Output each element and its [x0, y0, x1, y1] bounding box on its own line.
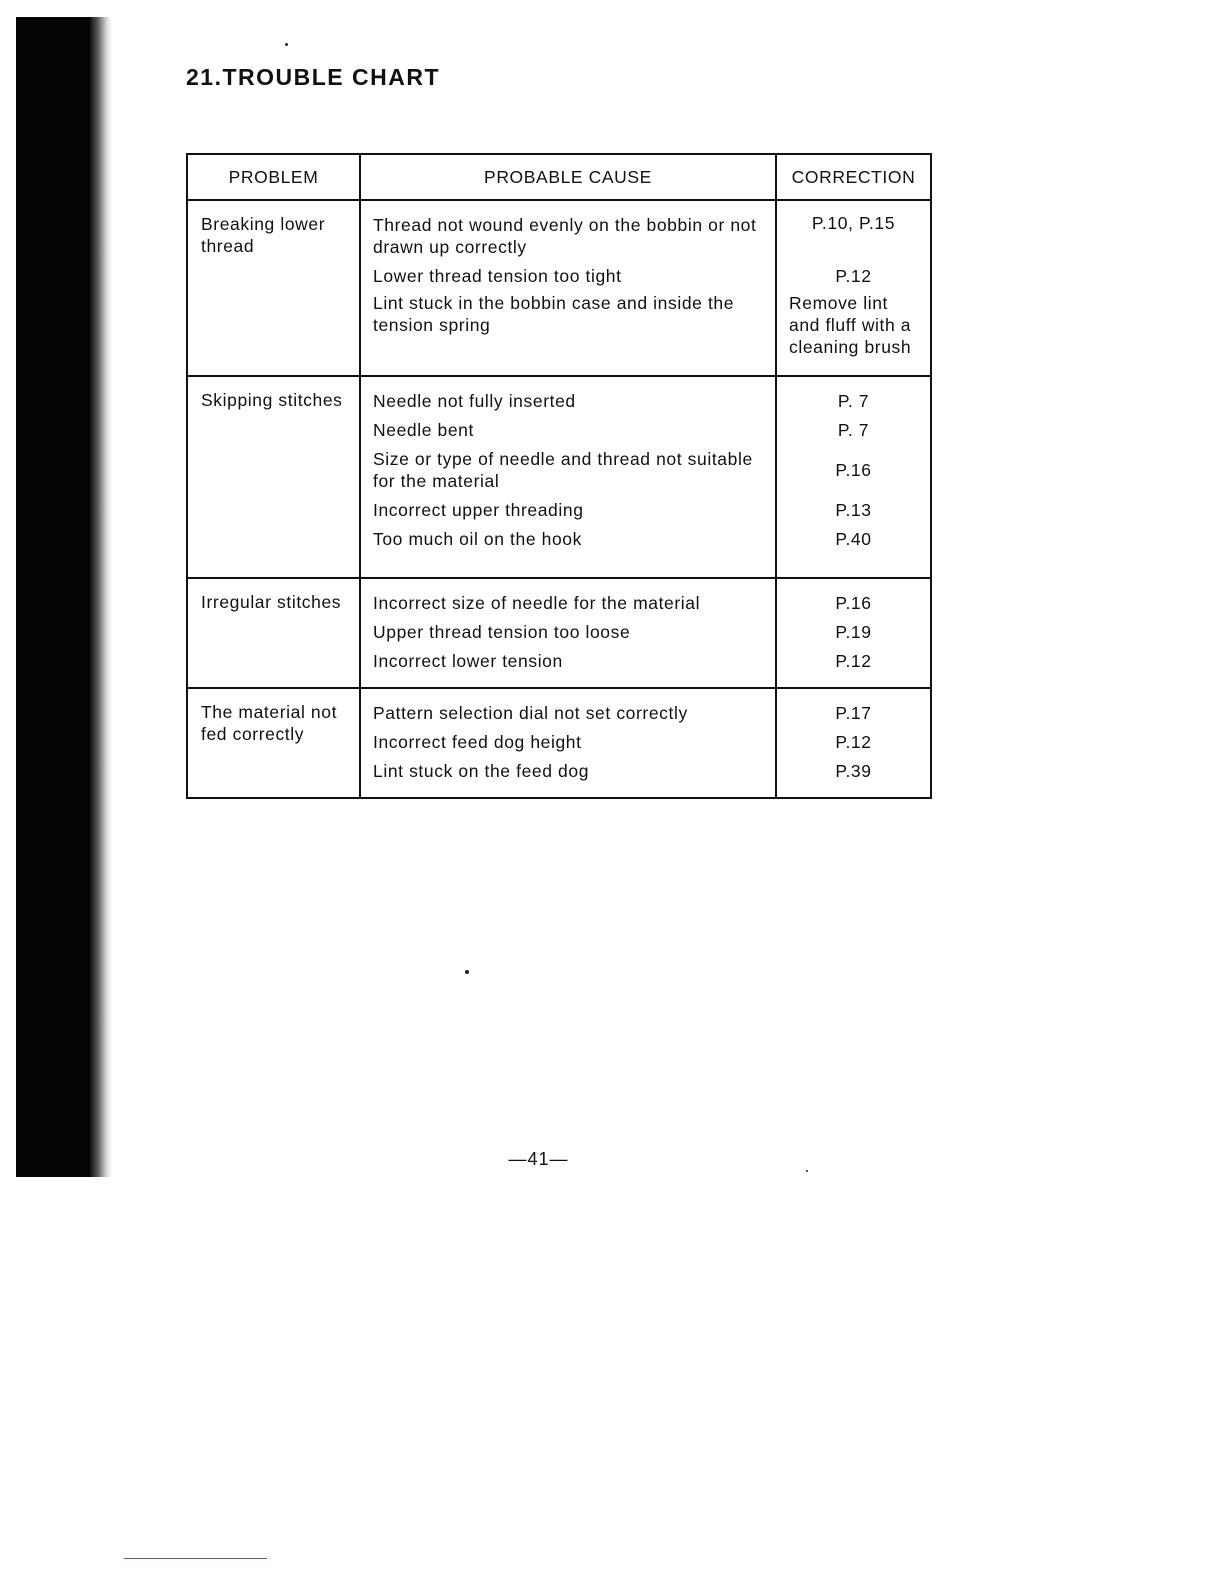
cause-item: Pattern selection dial not set correctly [373, 703, 688, 723]
cause-item: Incorrect lower tension [373, 651, 563, 671]
correction-cell [776, 578, 931, 688]
cause-item: Upper thread tension too loose [373, 622, 631, 642]
correction-item: P.40 [835, 529, 872, 549]
cause-item: Thread not wound evenly on the bobbin or not drawn up correctly [373, 215, 757, 257]
correction-item: Remove lint and fluff with a cleaning brush [789, 293, 912, 357]
correction-item: P.16 [835, 460, 872, 480]
correction-cell [776, 376, 931, 578]
page-title: 21.TROUBLE CHART [186, 64, 441, 90]
problem-cell: Skipping stitches [187, 376, 360, 578]
cause-item: Size or type of needle and thread not suitable for the material [373, 449, 753, 491]
table-header-row [187, 154, 931, 200]
binding-edge-fade [90, 17, 112, 1177]
correction-item: P.19 [835, 622, 872, 642]
cause-item: Needle bent [373, 420, 474, 440]
correction-item: P. 7 [837, 420, 870, 440]
table-row [187, 200, 931, 376]
cause-item: Lower thread tension too tight [373, 266, 622, 286]
correction-item: P. 7 [837, 391, 870, 411]
correction-cell [776, 688, 931, 798]
table-row [187, 376, 931, 578]
correction-item: P.17 [835, 703, 872, 723]
cause-cell [360, 578, 776, 688]
trouble-chart-table [186, 153, 932, 799]
table-row [187, 688, 931, 798]
cause-item: Too much oil on the hook [373, 529, 582, 549]
page-number: —41— [508, 1149, 569, 1169]
correction-item: P.16 [835, 593, 872, 613]
cause-item: Lint stuck on the feed dog [373, 761, 590, 781]
correction-item: P.12 [835, 732, 872, 752]
correction-item: P.13 [835, 500, 872, 520]
column-header-problem: PROBLEM [187, 154, 360, 200]
bottom-rule [124, 1558, 267, 1559]
cause-cell [360, 688, 776, 798]
correction-item: P.12 [835, 651, 872, 671]
cause-item: Incorrect upper threading [373, 500, 584, 520]
cause-item: Lint stuck in the bobbin case and inside the tension spring [373, 293, 735, 335]
correction-cell [776, 200, 931, 376]
scan-speck [285, 43, 288, 46]
problem-cell: Breaking lower thread [187, 200, 360, 376]
column-header-correction: CORRECTION [776, 154, 931, 200]
problem-cell: The material not fed correctly [187, 688, 360, 798]
cause-cell [360, 376, 776, 578]
cause-item: Incorrect size of needle for the material [373, 593, 701, 613]
column-header-probable-cause: PROBABLE CAUSE [360, 154, 776, 200]
cause-item: Incorrect feed dog height [373, 732, 582, 752]
correction-item: P.12 [835, 266, 872, 286]
table-row [187, 578, 931, 688]
correction-item: P.39 [835, 761, 872, 781]
correction-item: P.10, P.15 [811, 213, 896, 233]
scan-speck [806, 1170, 808, 1172]
cause-item: Needle not fully inserted [373, 391, 576, 411]
problem-cell: Irregular stitches [187, 578, 360, 688]
cause-cell [360, 200, 776, 376]
scan-speck [465, 970, 469, 974]
